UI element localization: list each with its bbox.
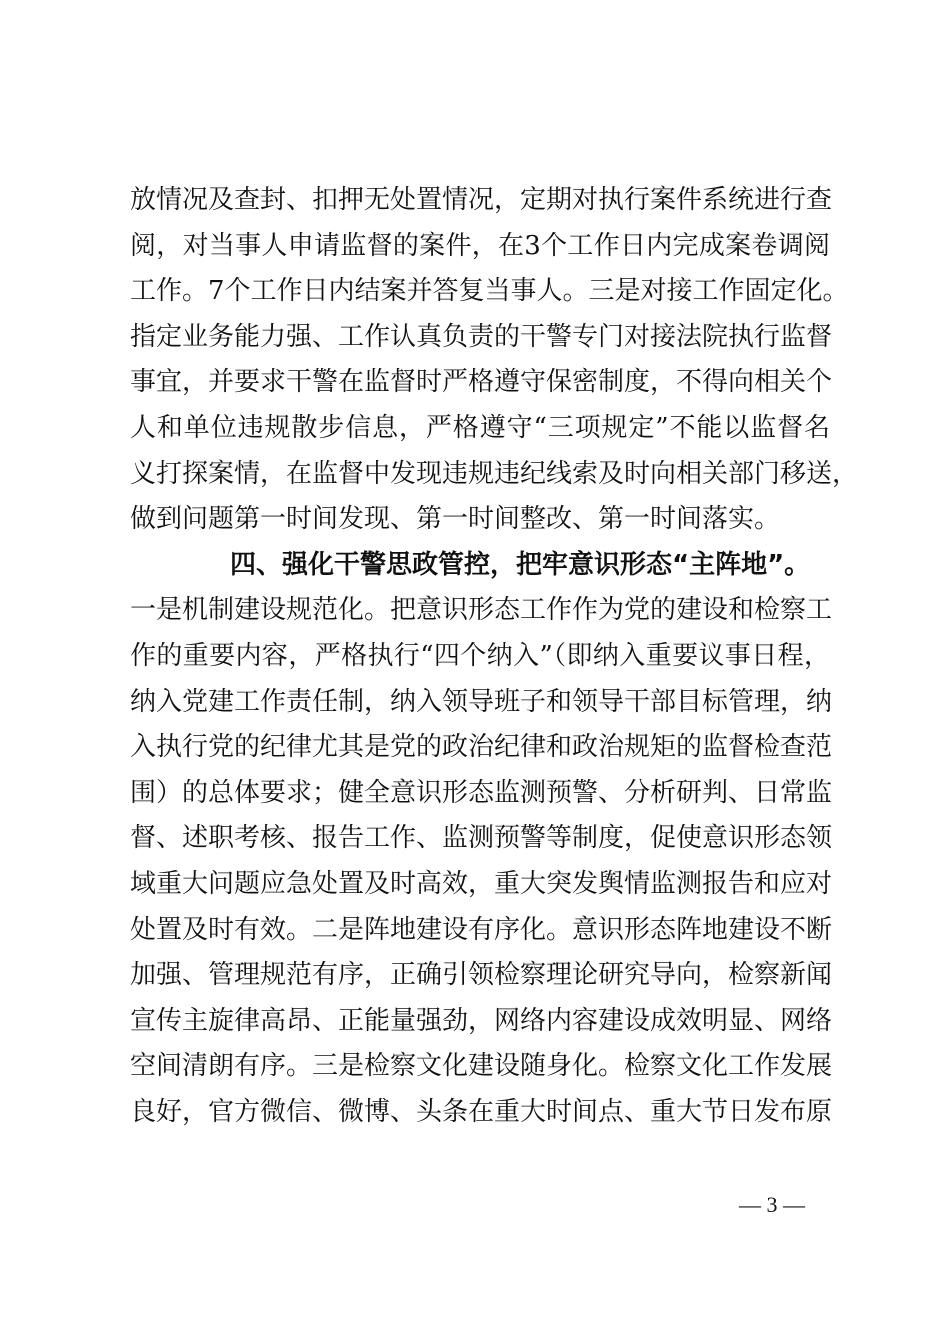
text-line: 空间清朗有序。三是检察文化建设随身化。检察文化工作发展 xyxy=(130,1051,833,1082)
text-line: 纳入党建工作责任制，纳入领导班子和领导干部目标管理，纳 xyxy=(130,686,833,717)
text-line: 加强、管理规范有序，正确引领检察理论研究导向，检察新闻 xyxy=(130,960,833,991)
body-text xyxy=(130,178,859,1135)
page-number: — 3 — xyxy=(739,1192,805,1217)
text-line: 人和单位违规散步信息，严格遵守“三项规定”不能以监督名 xyxy=(130,412,830,443)
text-line: 督、述职考核、报告工作、监测预警等制度，促使意识形态领 xyxy=(130,823,833,854)
text-line: 放情况及查封、扣押无处置情况，定期对执行案件系统进行查 xyxy=(130,185,833,215)
text-line: 作的重要内容，严格执行“四个纳入”（即纳入重要议事日程， xyxy=(130,640,830,671)
text-line: 良好，官方微信、微博、头条在重大时间点、重大节日发布原 xyxy=(130,1096,833,1127)
text-line: 围）的总体要求；健全意识形态监测预警、分析研判、日常监 xyxy=(130,777,833,808)
text-line: 处置及时有效。二是阵地建设有序化。意识形态阵地建设不断 xyxy=(130,914,833,945)
text-line: 义打探案情，在监督中发现违规违纪线索及时向相关部门移送， xyxy=(130,458,859,489)
text-line: 入执行党的纪律尤其是党的政治纪律和政治规矩的监督检查范 xyxy=(130,732,833,763)
text-line: 事宜，并要求干警在监督时严格遵守保密制度，不得向相关个 xyxy=(130,367,833,398)
text-line: 宣传主旋律高昂、正能量强劲，网络内容建设成效明显、网络 xyxy=(130,1005,833,1036)
text-line: 工作。7个工作日内结案并答复当事人。三是对接工作固定化。 xyxy=(130,276,849,307)
text-line: 指定业务能力强、工作认真负责的干警专门对接法院执行监督 xyxy=(130,321,833,352)
text-line: 一是机制建设规范化。把意识形态工作作为党的建设和检察工 xyxy=(130,595,833,626)
text-line: 做到问题第一时间发现、第一时间整改、第一时间落实。 xyxy=(130,504,781,535)
section-heading: 四、强化干警思政管控，把牢意识形态“主阵地”。 xyxy=(230,549,811,580)
text-line: 域重大问题应急处置及时高效，重大突发舆情监测报告和应对 xyxy=(130,868,833,899)
text-line: 阅，对当事人申请监督的案件，在3个工作日内完成案卷调阅 xyxy=(130,230,830,261)
